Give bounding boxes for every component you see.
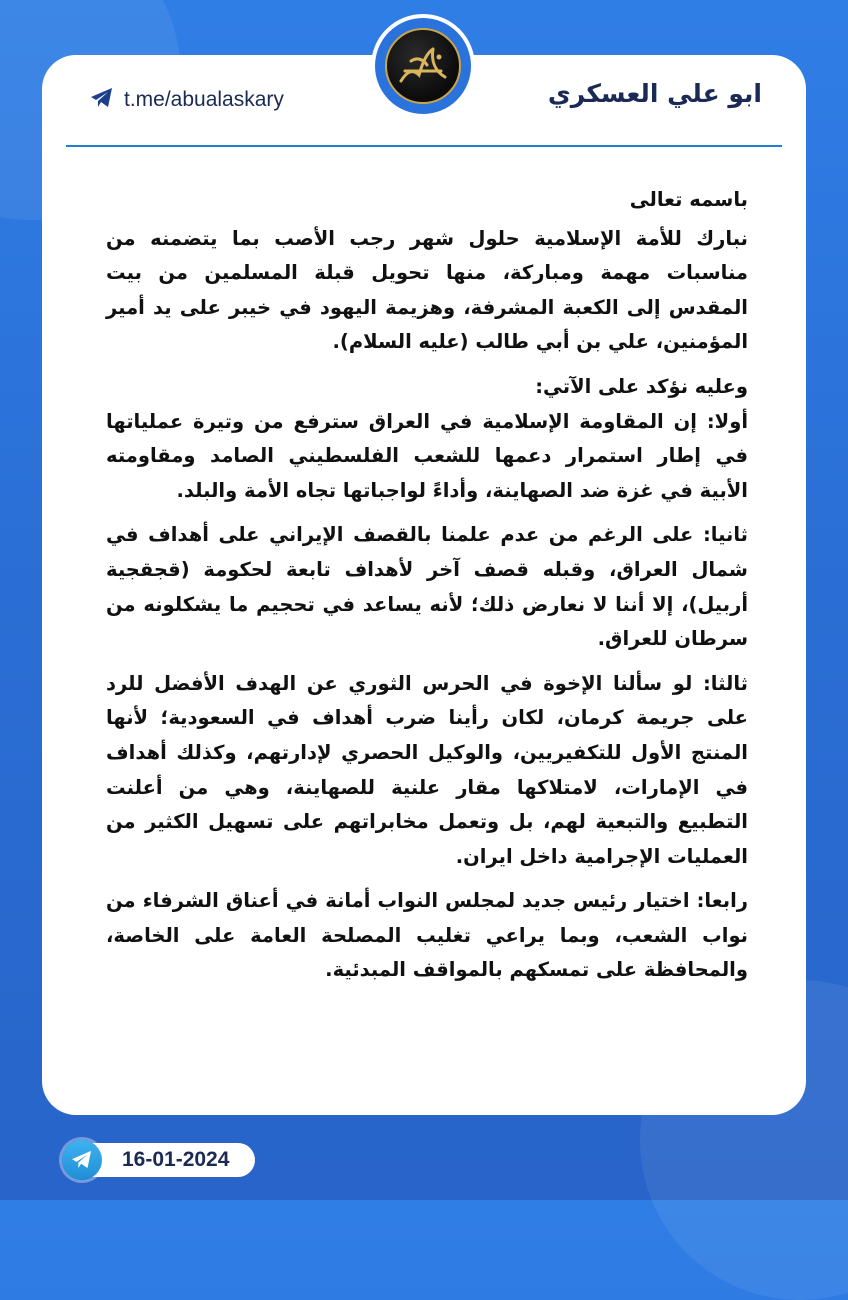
paragraph-intro: نبارك للأمة الإسلامية حلول شهر رجب الأصب بما يتضمنه من مناسبات مهمة ومباركة، منها تحويل قبلة المسلمين من بيت المقدس إلى الكعبة المشرفة، وهزيمة اليهود في خيبر على يد أمير المؤمنين، علي بن أبي طالب (عليه السلام). xyxy=(106,226,748,354)
date-label: 16-01-2024 xyxy=(88,1143,255,1177)
footer xyxy=(62,1140,255,1180)
channel-url[interactable]: t.me/abualaskary xyxy=(124,88,284,111)
paragraph-third: ثالثا: لو سألنا الإخوة في الحرس الثوري عن الهدف الأفضل للرد على جريمة كرمان، لكان رأينا ضرب أهداف في السعودية؛ لأنها المنتج الأول للتكفيريين، والوكيل الحصري لإدارتهم، وكذلك أهداف في الإمارات، لامتلاكها مقار علنية للصهاينة، وهي من أعلنت التطبيع والتبعية لهم، بل وتعمل مخابراتهم على تسهيل الكثير من العمليات الإجرامية داخل ايران. xyxy=(106,671,748,868)
statement-body xyxy=(106,183,748,1085)
telegram-icon[interactable] xyxy=(62,1140,102,1180)
allahu-akbar-emblem-icon xyxy=(385,28,461,104)
paragraph-lead: وعليه نؤكد على الآتي: xyxy=(535,374,748,398)
header-divider xyxy=(66,145,782,147)
telegram-plane-icon xyxy=(90,87,114,113)
paragraph-fourth: رابعا: اختيار رئيس جديد لمجلس النواب أمانة في أعناق الشرفاء من نواب الشعب، وبما يراعي تغليب المصلحة العامة على الخاصة، والمحافظة على تمسكهم بالمواقف المبدئية. xyxy=(106,889,748,982)
author-name: ابو علي العسكري xyxy=(547,79,762,108)
paragraph-first: أولا: إن المقاومة الإسلامية في العراق سترفع من وتيرة عملياتها في إطار استمرار دعمها للشعب الفلسطيني الصامد ومقاومته الأبية في غزة ضد الصهاينة، وأداءً لواجباتها تجاه الأمة والبلد. xyxy=(106,409,748,502)
statement-card xyxy=(42,55,806,1115)
emblem-badge xyxy=(371,14,475,118)
greeting: باسمه تعالى xyxy=(629,188,748,211)
paragraph-second: ثانيا: على الرغم من عدم علمنا بالقصف الإيراني على أهداف في شمال العراق، وقبله قصف آخر لأهداف تابعة لحكومة (قجقجية أربيل)، إلا أننا لا نعارض ذلك؛ لأنه يساعد في تحجيم ما يشكلونه من سرطان للعراق. xyxy=(106,523,748,651)
channel-link[interactable] xyxy=(90,83,284,117)
